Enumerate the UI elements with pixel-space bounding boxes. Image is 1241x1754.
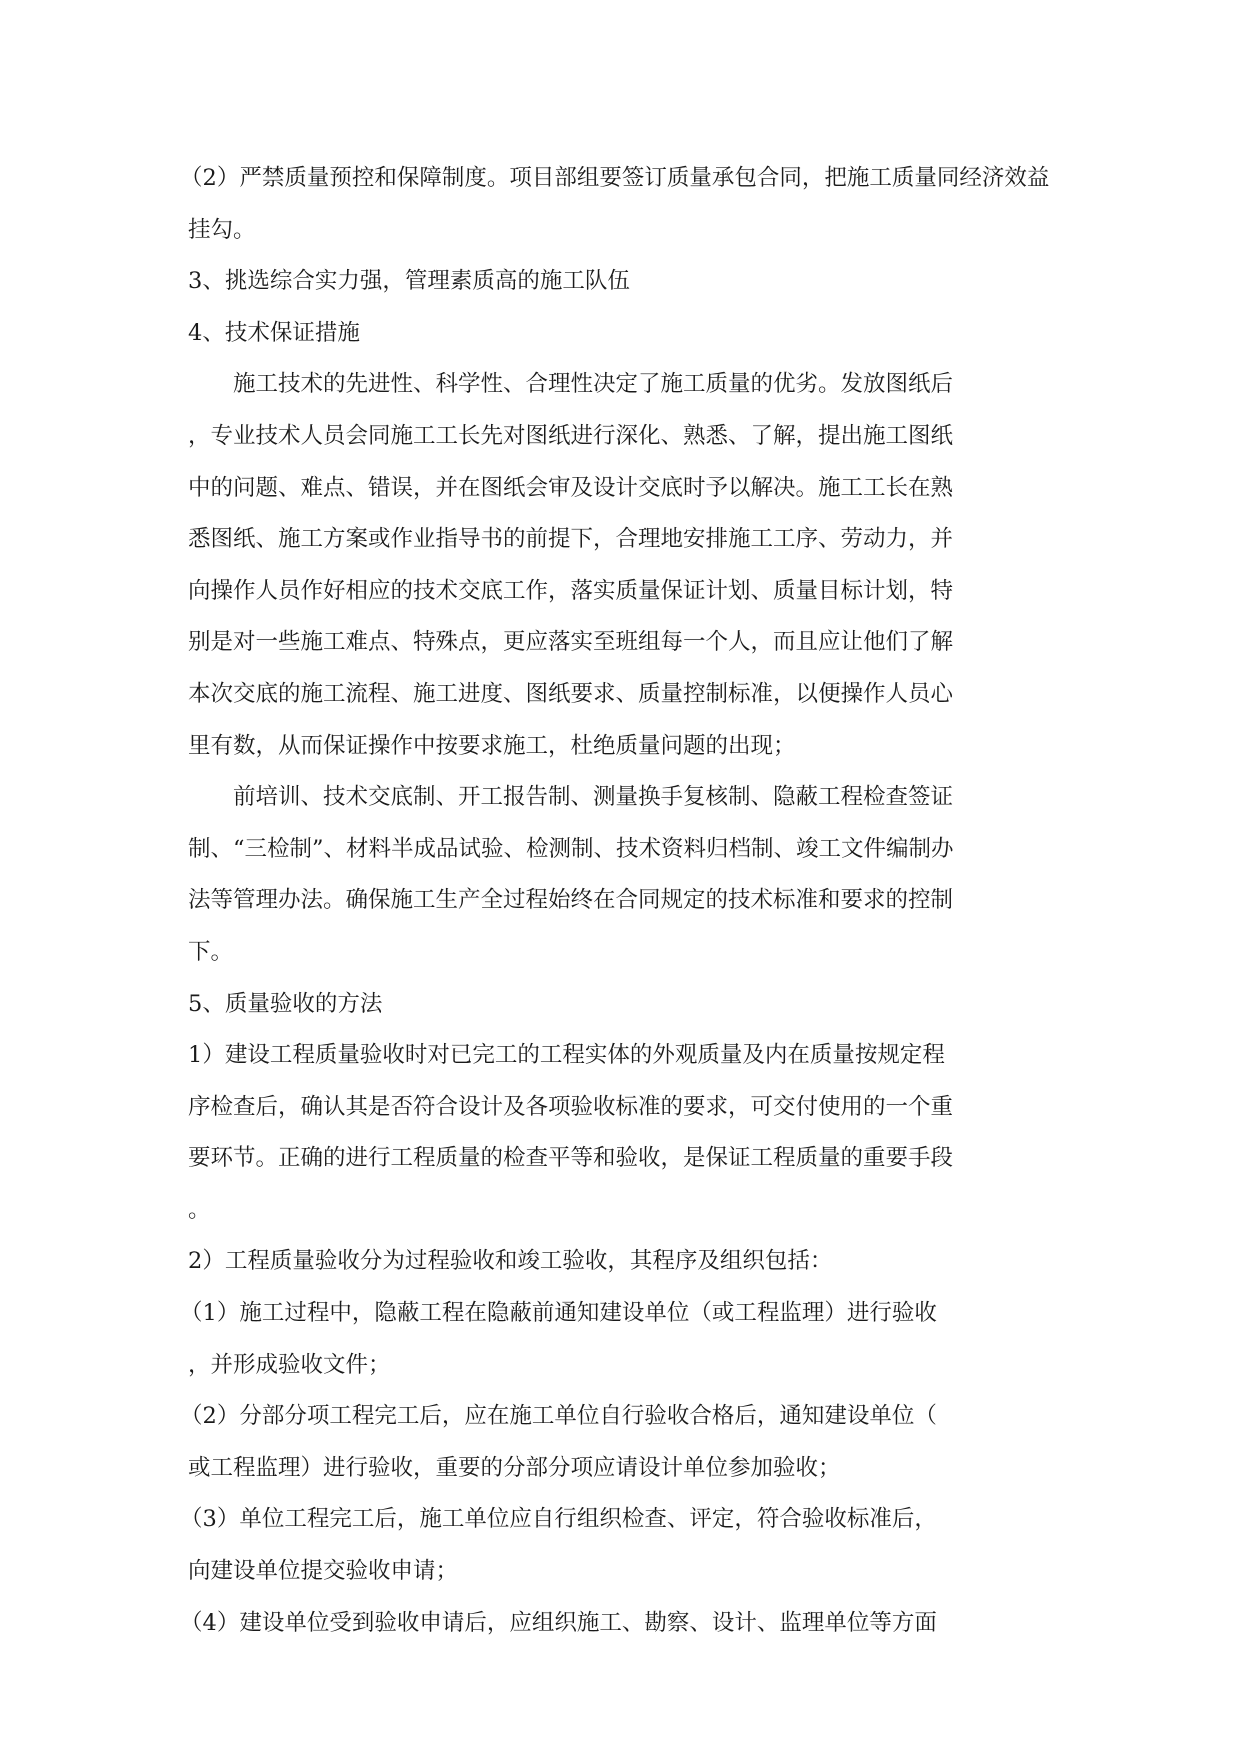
text-line: 悉图纸、施工方案或作业指导书的前提下，合理地安排施工工序、劳动力，并 (188, 526, 954, 553)
text-line: 下。 (188, 938, 234, 965)
text-line: 。 (188, 1196, 211, 1223)
text-line: 向操作人员作好相应的技术交底工作，落实质量保证计划、质量目标计划，特 (188, 577, 954, 604)
text-line: 1）建设工程质量验收时对已完工的工程实体的外观质量及内在质量按规定程 (188, 1042, 945, 1069)
text-line: 本次交底的施工流程、施工进度、图纸要求、质量控制标准，以便操作人员心 (188, 680, 954, 707)
text-line: ，并形成验收文件； (188, 1351, 391, 1378)
text-line: 2）工程质量验收分为过程验收和竣工验收，其程序及组织包括： (188, 1248, 833, 1275)
paragraph-acceptance-definition (188, 1030, 1058, 1236)
list-item-4 (180, 1598, 1058, 1650)
text-line: （2）分部分项工程完工后，应在施工单位自行验收合格后，通知建设单位（ (180, 1403, 937, 1430)
text-line: 向建设单位提交验收申请； (188, 1558, 459, 1585)
list-item-3 (180, 1494, 1058, 1597)
text-line: 施工技术的先进性、科学性、合理性决定了施工质量的优劣。发放图纸后 (233, 371, 954, 398)
text-line: 制、“三检制”、材料半成品试验、检测制、技术资料归档制、竣工文件编制办 (188, 835, 954, 862)
paragraph-acceptance-types (188, 1236, 1058, 1288)
text-line: （4）建设单位受到验收申请后，应组织施工、勘察、设计、监理单位等方面 (180, 1609, 937, 1636)
text-line: 中的问题、难点、错误，并在图纸会审及设计交底时予以解决。施工工长在熟 (188, 474, 954, 501)
paragraph-technical-measures (188, 359, 1058, 772)
text-line: （1）施工过程中，隐蔽工程在隐蔽前通知建设单位（或工程监理）进行验收 (180, 1300, 937, 1327)
text-line: 要环节。正确的进行工程质量的检查平等和验收，是保证工程质量的重要手段 (188, 1145, 954, 1172)
text-line: 法等管理办法。确保施工生产全过程始终在合同规定的技术标准和要求的控制 (188, 887, 954, 914)
heading-technical-measures (188, 308, 1058, 360)
document-body (180, 153, 1058, 1649)
text-line: 序检查后，确认其是否符合设计及各项验收标准的要求，可交付使用的一个重 (188, 1093, 954, 1120)
list-item-1 (180, 1288, 1058, 1391)
text-line: 5、质量验收的方法 (188, 990, 383, 1017)
text-line: （2）严禁质量预控和保障制度。项目部组要签订质量承包合同，把施工质量同经济效益 (180, 165, 1050, 191)
heading-select-team (188, 256, 1058, 308)
heading-acceptance-methods (188, 979, 1058, 1031)
text-line: （3）单位工程完工后，施工单位应自行组织检查、评定，符合验收标准后， (180, 1506, 937, 1533)
paragraph-management-systems (188, 772, 1058, 978)
text-line: 挂勾。 (188, 216, 256, 243)
text-line: 或工程监理）进行验收，重要的分部分项应请设计单位参加验收； (188, 1454, 841, 1481)
list-item-2 (180, 1391, 1058, 1494)
text-line: 前培训、技术交底制、开工报告制、测量换手复核制、隐蔽工程检查签证 (233, 784, 954, 811)
text-line: 里有数，从而保证操作中按要求施工，杜绝质量问题的出现； (188, 732, 796, 759)
text-line: ，专业技术人员会同施工工长先对图纸进行深化、熟悉、了解，提出施工图纸 (188, 422, 954, 449)
text-line: 4、技术保证措施 (188, 319, 360, 346)
text-line: 3、挑选综合实力强，管理素质高的施工队伍 (188, 268, 630, 295)
text-line: 别是对一些施工难点、特殊点，更应落实至班组每一个人，而且应让他们了解 (188, 629, 954, 656)
paragraph-quality-control (180, 153, 1058, 256)
